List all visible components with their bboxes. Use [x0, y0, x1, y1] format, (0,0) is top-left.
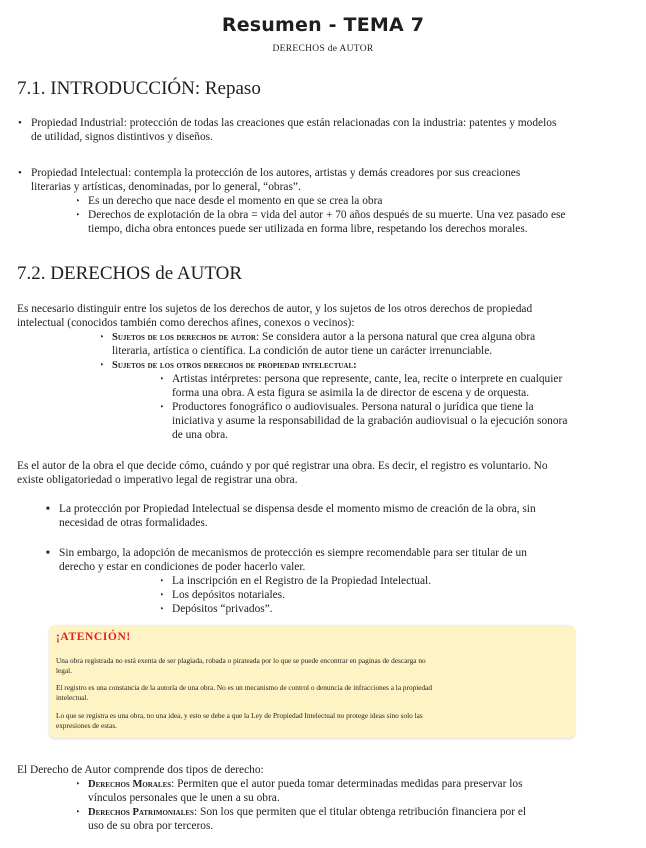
triangle-bullet-icon: ‣	[76, 808, 81, 816]
document-subtitle: DERECHOS de AUTOR	[272, 44, 374, 54]
callout-p2-line1: El registro es una constancia de la autoría de una obra. No es un mecanismo de control o denuncia de infracciones a la propiedad	[56, 683, 433, 692]
triangle-bullet-icon: ‣	[160, 403, 165, 411]
mecanismos-line1: Sin embargo, la adopción de mecanismos de protección es siempre recomendable para ser titular de un	[59, 547, 527, 559]
triangle-bullet-icon: ‣	[76, 211, 81, 219]
derechos-patrimoniales-line2: uso de su obra por terceros.	[88, 820, 214, 832]
mecanismo-registro: La inscripción en el Registro de la Propiedad Intelectual.	[172, 575, 432, 587]
mecanismo-privados: Depósitos “privados”.	[172, 603, 273, 615]
callout-p1-line2: legal.	[56, 666, 73, 675]
sujetos-autor-label: Sujetos de los derechos de autor	[112, 332, 256, 343]
propiedad-intelectual-line1: Propiedad Intelectual: contempla la protección de los autores, artistas y demás creadores por sus creaciones	[31, 167, 521, 179]
callout-p2-line2: intelectual.	[56, 693, 89, 702]
mecanismo-notariales: Los depósitos notariales.	[172, 589, 285, 601]
productores-line3: de una obra.	[172, 429, 228, 441]
mecanismos-line2: derecho y estar en condiciones de poder hacerlo valer.	[59, 561, 306, 573]
propiedad-intelectual-line2: literarias y artísticas, denominadas, por lo general, “obras”.	[31, 181, 301, 193]
derechos-morales-line2: vínculos personales que le unen a su obra.	[88, 792, 280, 804]
proteccion-line2: necesidad de otras formalidades.	[59, 517, 208, 529]
bullet-icon: •	[18, 167, 22, 179]
callout-title: ¡ATENCIÓN!	[56, 631, 131, 643]
registro-line2: existe obligatoriedad o imperativo legal de registrar una obra.	[17, 474, 298, 486]
propiedad-industrial-line1: Propiedad Industrial: protección de todas las creaciones que están relacionadas con la industria: patentes y modelos	[31, 117, 557, 129]
registro-line1: Es el autor de la obra el que decide cómo, cuándo y por qué registrar una obra. Es decir, el registro es voluntario. No	[17, 460, 548, 472]
bullet-icon: •	[18, 117, 22, 129]
callout-p3-line1: Lo que se registra es una obra, no una idea, y esto se debe a que la Ley de Propiedad Intelectual no protege ideas sino solo las	[56, 711, 423, 720]
productores-line2: iniciativa y asume la responsabilidad de la grabación audiovisual o la ejecución sonora	[172, 415, 568, 427]
triangle-bullet-icon: ‣	[76, 780, 81, 788]
triangle-bullet-icon: ‣	[160, 605, 165, 613]
intro-line2: intelectual (conocidos también como derechos afines, conexos o vecinos):	[17, 317, 355, 329]
sujetos-otros-label: Sujetos de los otros derechos de propiedad intelectual:	[112, 360, 357, 371]
artistas-line1: Artistas intérpretes: persona que represente, cante, lea, recite o interprete en cualquier	[172, 373, 563, 385]
proteccion-line1: La protección por Propiedad Intelectual se dispensa desde el momento mismo de creación de la obra, sin	[59, 503, 536, 515]
square-bullet-icon: ■	[46, 550, 50, 556]
intelectual-sub2-line2: tiempo, dicha obra entonces puede ser utilizada en forma libre, respetando los derechos morales.	[88, 223, 528, 235]
attention-callout	[49, 625, 575, 738]
triangle-bullet-icon: ‣	[160, 375, 165, 383]
section-heading-derechos: 7.2. DERECHOS de AUTOR	[17, 263, 243, 284]
intro-line1: Es necesario distinguir entre los sujetos de los derechos de autor, y los sujetos de los otros derechos de propiedad	[17, 303, 533, 315]
triangle-bullet-icon: ‣	[160, 577, 165, 585]
derechos-patrimoniales-line1: Derechos Patrimoniales: Son los que permiten que el titular obtenga retribución financiera por el	[88, 806, 527, 818]
document-title: Resumen - TEMA 7	[221, 14, 425, 36]
intelectual-sub2-line1: Derechos de explotación de la obra = vida del autor + 70 años después de su muerte. Una vez pasado ese	[88, 209, 566, 221]
tipos-derecho-intro: El Derecho de Autor comprende dos tipos de derecho:	[17, 764, 264, 776]
derechos-patrimoniales-label: Derechos Patrimoniales	[88, 807, 194, 818]
callout-p3-line2: expresiones de estas.	[56, 721, 117, 730]
section-heading-intro: 7.1. INTRODUCCIÓN: Repaso	[17, 78, 261, 99]
intelectual-sub1: Es un derecho que nace desde el momento en que se crea la obra	[88, 195, 383, 207]
propiedad-industrial-line2: de utilidad, signos distintivos y diseños.	[31, 131, 213, 143]
artistas-line2: forma una obra. A esta figura se asimila la de director de escena y de orquesta.	[172, 387, 530, 399]
callout-p1-line1: Una obra registrada no está exenta de ser plagiada, robada o pirateada por lo que se puede encontrar en paginas de descarga no	[56, 656, 426, 665]
sujetos-autor-line1: Sujetos de los derechos de autor: Se considera autor a la persona natural que crea alguna obra	[112, 331, 536, 343]
sujetos-autor-line2: literaria, artística o científica. La condición de autor tiene un carácter irrenunciable.	[112, 345, 493, 357]
triangle-bullet-icon: ‣	[100, 361, 105, 369]
triangle-bullet-icon: ‣	[76, 197, 81, 205]
triangle-bullet-icon: ‣	[160, 591, 165, 599]
derechos-morales-line1: Derechos Morales: Permiten que el autor pueda tomar determinadas medidas para preservar los	[88, 778, 523, 790]
productores-line1: Productores fonográfico o audiovisuales. Persona natural o jurídica que tiene la	[172, 401, 534, 413]
triangle-bullet-icon: ‣	[100, 333, 105, 341]
derechos-morales-label: Derechos Morales	[88, 779, 172, 790]
square-bullet-icon: ■	[46, 506, 50, 512]
